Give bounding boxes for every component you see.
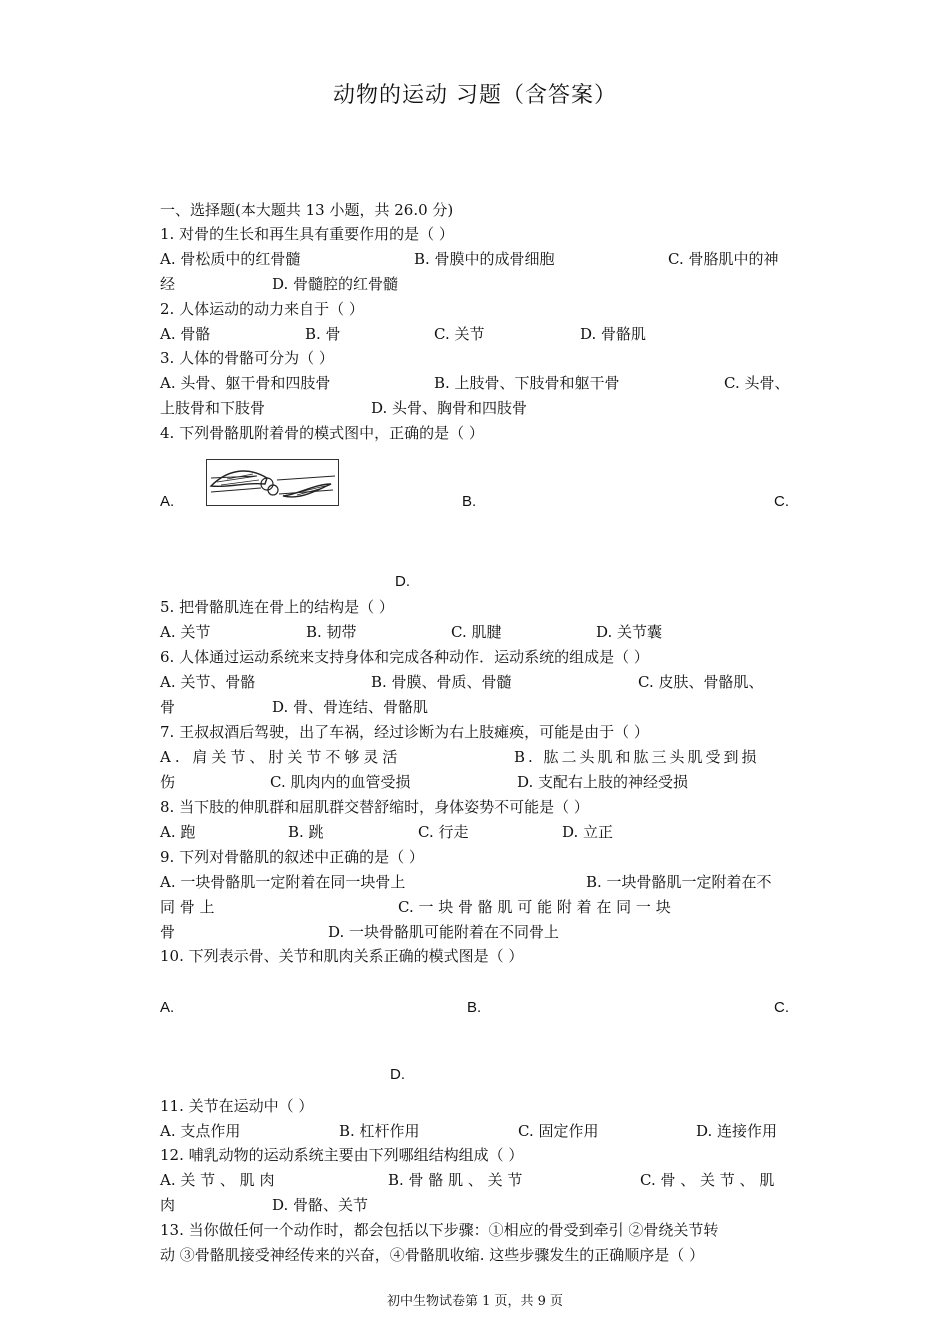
q1-option-d[interactable]: D. 骨髓腔的红骨髓 (272, 275, 399, 293)
q3-option-c[interactable]: C. 头骨、 (724, 374, 790, 392)
q10-option-b[interactable]: B. (467, 999, 482, 1016)
section-header: 一、选择题(本大题共 13 小题，共 26.0 分) (160, 201, 454, 219)
question-1-options-row-1 (160, 247, 792, 271)
q4-option-a[interactable]: A. (160, 493, 175, 510)
q2-option-b[interactable]: B. 骨 (305, 325, 341, 343)
question-9-options-row-2 (160, 895, 792, 919)
question-7-options-row-1 (160, 745, 792, 769)
question-2-options (160, 322, 792, 346)
q7-option-d[interactable]: D. 支配右上肢的神经受损 (517, 773, 689, 791)
q1-option-c[interactable]: C. 骨胳肌中的神 (668, 250, 779, 268)
q4-option-c[interactable]: C. (774, 493, 789, 510)
q3-option-d[interactable]: D. 头骨、胸骨和四肢骨 (371, 399, 528, 417)
question-9-options-row-3 (160, 920, 792, 944)
q4-option-d[interactable]: D. (395, 573, 410, 590)
q9-option-a[interactable]: A. 一块骨骼肌一定附着在同一块骨上 (160, 873, 406, 891)
q10-option-a[interactable]: A. (160, 999, 175, 1016)
q6-option-a[interactable]: A. 关节、骨骼 (160, 673, 256, 691)
q12-option-a[interactable]: A. 关 节 、 肌 肉 (160, 1171, 275, 1189)
q4-option-b[interactable]: B. (462, 493, 477, 510)
question-7-options-row-2 (160, 770, 792, 794)
question-10-options-row-1 (160, 996, 792, 1020)
question-10-stem: 10. 下列表示骨、关节和肌肉关系正确的模式图是（ ） (160, 947, 524, 965)
q12-option-c-cont: 肉 (160, 1196, 176, 1214)
q9-option-d[interactable]: D. 一块骨骼肌可能附着在不同骨上 (328, 923, 560, 941)
question-2-stem: 2. 人体运动的动力来自于（ ） (160, 300, 364, 318)
question-12-stem: 12. 哺乳动物的运动系统主要由下列哪组结构组成（ ） (160, 1146, 524, 1164)
question-7-stem: 7. 王叔叔酒后驾驶，出了车祸，经过诊断为右上肢瘫痪，可能是由于（ ） (160, 723, 649, 741)
q12-option-b[interactable]: B. 骨 骼 肌 、 关 节 (388, 1171, 523, 1189)
q1-option-b[interactable]: B. 骨膜中的成骨细胞 (414, 250, 555, 268)
q9-option-c-cont: 骨 (160, 923, 176, 941)
question-13-stem-cont: 动 ③骨骼肌接受神经传来的兴奋，④骨骼肌收缩. 这些步骤发生的正确顺序是（ ） (160, 1246, 705, 1264)
question-1-stem: 1. 对骨的生长和再生具有重要作用的是（ ） (160, 225, 454, 243)
q11-option-a[interactable]: A. 支点作用 (160, 1122, 241, 1140)
question-9-stem: 9. 下列对骨骼肌的叙述中正确的是（ ） (160, 848, 424, 866)
q11-option-d[interactable]: D. 连接作用 (696, 1122, 778, 1140)
question-8-stem: 8. 当下肢的伸肌群和屈肌群交替舒缩时，身体姿势不可能是（ ） (160, 798, 589, 816)
question-5-options (160, 620, 792, 644)
q8-option-d[interactable]: D. 立正 (562, 823, 614, 841)
q8-option-a[interactable]: A. 跑 (160, 823, 196, 841)
q2-option-c[interactable]: C. 关节 (434, 325, 485, 343)
q10-option-d[interactable]: D. (390, 1066, 405, 1083)
page-title: 动物的运动 习题（含答案） (333, 83, 617, 108)
question-3-stem: 3. 人体的骨骼可分为（ ） (160, 349, 334, 367)
question-10-options-row-2 (160, 1063, 792, 1087)
q6-option-d[interactable]: D. 骨、骨连结、骨骼肌 (272, 698, 429, 716)
q6-option-c[interactable]: C. 皮肤、骨骼肌、 (638, 673, 764, 691)
q5-option-c[interactable]: C. 肌腱 (451, 623, 502, 641)
question-12-options-row-1 (160, 1168, 792, 1192)
q7-option-a[interactable]: A. 肩关节、肘关节不够灵活 (160, 748, 402, 766)
question-5-stem: 5. 把骨骼肌连在骨上的结构是（ ） (160, 598, 394, 616)
q3-option-a[interactable]: A. 头骨、躯干骨和四肢骨 (160, 374, 331, 392)
q7-option-b[interactable]: B. 肱二头肌和肱三头肌受到损 (514, 748, 760, 766)
q1-option-a[interactable]: A. 骨松质中的红骨髓 (160, 250, 301, 268)
q5-option-a[interactable]: A. 关节 (160, 623, 211, 641)
question-9-options-row-1 (160, 870, 792, 894)
question-4-options-row-1 (160, 490, 792, 514)
question-6-options-row-1 (160, 670, 792, 694)
q2-option-d[interactable]: D. 骨骼肌 (580, 325, 647, 343)
question-8-options (160, 820, 792, 844)
q5-option-b[interactable]: B. 韧带 (306, 623, 357, 641)
q3-option-b[interactable]: B. 上肢骨、下肢骨和躯干骨 (434, 374, 620, 392)
question-6-options-row-2 (160, 695, 792, 719)
question-3-options-row-1 (160, 371, 792, 395)
q11-option-c[interactable]: C. 固定作用 (518, 1122, 599, 1140)
q3-option-c-cont: 上肢骨和下肢骨 (160, 399, 266, 417)
question-11-options (160, 1119, 792, 1143)
question-4-stem: 4. 下列骨骼肌附着骨的模式图中，正确的是（ ） (160, 424, 484, 442)
q10-option-c[interactable]: C. (774, 999, 789, 1016)
q9-option-b-cont: 同 骨 上 (160, 898, 215, 916)
q6-option-c-cont: 骨 (160, 698, 176, 716)
q9-option-c[interactable]: C. 一 块 骨 骼 肌 可 能 附 着 在 同 一 块 (398, 898, 671, 916)
q11-option-b[interactable]: B. 杠杆作用 (339, 1122, 420, 1140)
q7-option-b-cont: 伤 (160, 773, 176, 791)
page-footer: 初中生物试卷第 1 页，共 9 页 (386, 1294, 564, 1309)
question-6-stem: 6. 人体通过运动系统来支持身体和完成各种动作．运动系统的组成是（ ） (160, 648, 649, 666)
q12-option-c[interactable]: C. 骨 、 关 节 、 肌 (640, 1171, 775, 1189)
question-4-options-row-2 (160, 570, 792, 594)
q12-option-d[interactable]: D. 骨骼、关节 (272, 1196, 369, 1214)
q1-option-c-cont: 经 (160, 275, 176, 293)
question-12-options-row-2 (160, 1193, 792, 1217)
question-1-options-row-2 (160, 272, 792, 296)
q5-option-d[interactable]: D. 关节囊 (596, 623, 663, 641)
q2-option-a[interactable]: A. 骨骼 (160, 325, 211, 343)
q9-option-b[interactable]: B. 一块骨骼肌一定附着在不 (586, 873, 772, 891)
q8-option-c[interactable]: C. 行走 (418, 823, 469, 841)
question-3-options-row-2 (160, 396, 792, 420)
question-11-stem: 11. 关节在运动中（ ） (160, 1097, 314, 1115)
q8-option-b[interactable]: B. 跳 (288, 823, 324, 841)
question-13-stem: 13. 当你做任何一个动作时，都会包括以下步骤：①相应的骨受到牵引 ②骨绕关节转 (160, 1221, 719, 1239)
q6-option-b[interactable]: B. 骨膜、骨质、骨髓 (371, 673, 512, 691)
q7-option-c[interactable]: C. 肌肉内的血管受损 (270, 773, 411, 791)
